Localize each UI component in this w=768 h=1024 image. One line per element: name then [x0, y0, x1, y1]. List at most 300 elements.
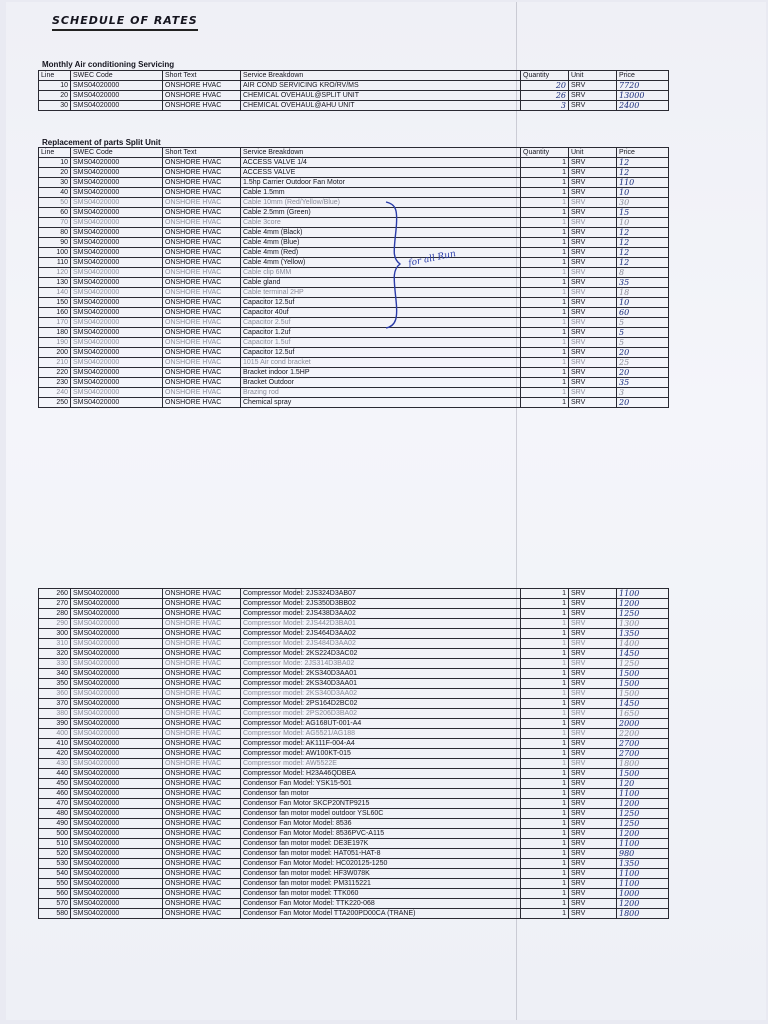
- description-cell: Compressor model: AW5522E: [241, 759, 521, 769]
- code-cell: SMS04020000: [71, 208, 163, 218]
- unit-cell: SRV: [569, 168, 617, 178]
- line-cell: 40: [39, 188, 71, 198]
- description-cell: Capacitor 12.5uf: [241, 298, 521, 308]
- price-cell: 10: [617, 188, 669, 198]
- table-row: [39, 238, 669, 248]
- quantity-cell: 26: [521, 91, 569, 101]
- line-cell: 240: [39, 388, 71, 398]
- price-cell: 1100: [617, 589, 669, 599]
- price-cell: 1250: [617, 609, 669, 619]
- line-cell: 280: [39, 609, 71, 619]
- quantity-cell: 1: [521, 398, 569, 408]
- code-cell: SMS04020000: [71, 629, 163, 639]
- column-header: Line: [39, 71, 71, 81]
- price-cell: 12: [617, 228, 669, 238]
- code-cell: SMS04020000: [71, 899, 163, 909]
- unit-cell: SRV: [569, 599, 617, 609]
- description-cell: Cable 4mm (Yellow): [241, 258, 521, 268]
- unit-cell: SRV: [569, 759, 617, 769]
- unit-cell: SRV: [569, 829, 617, 839]
- price-cell: 1450: [617, 699, 669, 709]
- description-cell: Capacitor 40uf: [241, 308, 521, 318]
- code-cell: SMS04020000: [71, 168, 163, 178]
- line-cell: 160: [39, 308, 71, 318]
- short-text-cell: ONSHORE HVAC: [163, 879, 241, 889]
- price-cell: 12: [617, 158, 669, 168]
- line-cell: 450: [39, 779, 71, 789]
- unit-cell: SRV: [569, 699, 617, 709]
- code-cell: SMS04020000: [71, 879, 163, 889]
- table-row: [39, 188, 669, 198]
- table-row: [39, 268, 669, 278]
- code-cell: SMS04020000: [71, 709, 163, 719]
- table-row: [39, 288, 669, 298]
- line-cell: 250: [39, 398, 71, 408]
- unit-cell: SRV: [569, 619, 617, 629]
- description-cell: Compressor Model: H23A46QDBEA: [241, 769, 521, 779]
- unit-cell: SRV: [569, 318, 617, 328]
- quantity-cell: 1: [521, 158, 569, 168]
- table-row: [39, 879, 669, 889]
- description-cell: Compressor Model: 2KS224D3AC02: [241, 649, 521, 659]
- quantity-cell: 1: [521, 689, 569, 699]
- code-cell: SMS04020000: [71, 101, 163, 111]
- short-text-cell: ONSHORE HVAC: [163, 81, 241, 91]
- table-row: [39, 589, 669, 599]
- unit-cell: SRV: [569, 288, 617, 298]
- line-cell: 10: [39, 158, 71, 168]
- short-text-cell: ONSHORE HVAC: [163, 639, 241, 649]
- description-cell: Condensor fan motor: [241, 789, 521, 799]
- quantity-cell: 1: [521, 288, 569, 298]
- table-row: [39, 789, 669, 799]
- code-cell: SMS04020000: [71, 268, 163, 278]
- short-text-cell: ONSHORE HVAC: [163, 358, 241, 368]
- description-cell: Condensor Fan Model: YSK15-501: [241, 779, 521, 789]
- line-cell: 220: [39, 368, 71, 378]
- column-header: Price: [617, 71, 669, 81]
- price-cell: 1300: [617, 619, 669, 629]
- unit-cell: SRV: [569, 218, 617, 228]
- table-row: [39, 91, 669, 101]
- quantity-cell: 1: [521, 799, 569, 809]
- unit-cell: SRV: [569, 298, 617, 308]
- unit-cell: SRV: [569, 388, 617, 398]
- price-cell: 2700: [617, 749, 669, 759]
- table-row: [39, 168, 669, 178]
- line-cell: 540: [39, 869, 71, 879]
- unit-cell: SRV: [569, 639, 617, 649]
- unit-cell: SRV: [569, 348, 617, 358]
- code-cell: SMS04020000: [71, 589, 163, 599]
- price-cell: 15: [617, 208, 669, 218]
- unit-cell: SRV: [569, 91, 617, 101]
- code-cell: SMS04020000: [71, 669, 163, 679]
- short-text-cell: ONSHORE HVAC: [163, 298, 241, 308]
- short-text-cell: ONSHORE HVAC: [163, 649, 241, 659]
- column-header: Line: [39, 148, 71, 158]
- unit-cell: SRV: [569, 779, 617, 789]
- quantity-cell: 1: [521, 769, 569, 779]
- quantity-cell: 1: [521, 258, 569, 268]
- line-cell: 350: [39, 679, 71, 689]
- code-cell: SMS04020000: [71, 308, 163, 318]
- code-cell: SMS04020000: [71, 368, 163, 378]
- table-row: [39, 358, 669, 368]
- quantity-cell: 1: [521, 388, 569, 398]
- quantity-cell: 1: [521, 599, 569, 609]
- description-cell: Chemical spray: [241, 398, 521, 408]
- price-cell: 1400: [617, 639, 669, 649]
- unit-cell: SRV: [569, 328, 617, 338]
- table-row: [39, 889, 669, 899]
- line-cell: 120: [39, 268, 71, 278]
- line-cell: 210: [39, 358, 71, 368]
- unit-cell: SRV: [569, 278, 617, 288]
- unit-cell: SRV: [569, 589, 617, 599]
- description-cell: Cable 3core: [241, 218, 521, 228]
- price-cell: 1800: [617, 759, 669, 769]
- description-cell: Capacitor 1.2uf: [241, 328, 521, 338]
- short-text-cell: ONSHORE HVAC: [163, 398, 241, 408]
- code-cell: SMS04020000: [71, 769, 163, 779]
- short-text-cell: ONSHORE HVAC: [163, 619, 241, 629]
- short-text-cell: ONSHORE HVAC: [163, 248, 241, 258]
- table-row: [39, 909, 669, 919]
- short-text-cell: ONSHORE HVAC: [163, 849, 241, 859]
- table-row: [39, 81, 669, 91]
- line-cell: 310: [39, 639, 71, 649]
- line-cell: 110: [39, 258, 71, 268]
- quantity-cell: 1: [521, 649, 569, 659]
- price-cell: 30: [617, 198, 669, 208]
- section-title-replacement: Replacement of parts Split Unit: [42, 138, 161, 147]
- price-cell: 1450: [617, 649, 669, 659]
- quantity-cell: 1: [521, 899, 569, 909]
- quantity-cell: 3: [521, 101, 569, 111]
- table-row: [39, 669, 669, 679]
- description-cell: Condensor Fan Motor Model: TTK220-068: [241, 899, 521, 909]
- line-cell: 460: [39, 789, 71, 799]
- table-row: [39, 208, 669, 218]
- description-cell: Cable clip 6MM: [241, 268, 521, 278]
- price-cell: 1650: [617, 709, 669, 719]
- description-cell: Compressor Model: 2PS164D2BC02: [241, 699, 521, 709]
- code-cell: SMS04020000: [71, 599, 163, 609]
- line-cell: 550: [39, 879, 71, 889]
- unit-cell: SRV: [569, 398, 617, 408]
- short-text-cell: ONSHORE HVAC: [163, 268, 241, 278]
- unit-cell: SRV: [569, 679, 617, 689]
- quantity-cell: 1: [521, 839, 569, 849]
- price-cell: 3: [617, 388, 669, 398]
- line-cell: 170: [39, 318, 71, 328]
- description-cell: Cable terminal 2HP: [241, 288, 521, 298]
- column-header: Unit: [569, 148, 617, 158]
- price-cell: 12: [617, 168, 669, 178]
- short-text-cell: ONSHORE HVAC: [163, 779, 241, 789]
- table-row: [39, 218, 669, 228]
- line-cell: 60: [39, 208, 71, 218]
- table-row: [39, 308, 669, 318]
- quantity-cell: 1: [521, 318, 569, 328]
- short-text-cell: ONSHORE HVAC: [163, 168, 241, 178]
- table-row: [39, 619, 669, 629]
- description-cell: Capacitor 12.5uf: [241, 348, 521, 358]
- quantity-cell: 1: [521, 729, 569, 739]
- code-cell: SMS04020000: [71, 298, 163, 308]
- description-cell: Condensor Fan Motor Model: HC020125-1250: [241, 859, 521, 869]
- short-text-cell: ONSHORE HVAC: [163, 669, 241, 679]
- quantity-cell: 1: [521, 789, 569, 799]
- short-text-cell: ONSHORE HVAC: [163, 789, 241, 799]
- code-cell: SMS04020000: [71, 398, 163, 408]
- table-row: [39, 659, 669, 669]
- description-cell: Cable 1.5mm: [241, 188, 521, 198]
- short-text-cell: ONSHORE HVAC: [163, 328, 241, 338]
- quantity-cell: 1: [521, 819, 569, 829]
- line-cell: 180: [39, 328, 71, 338]
- short-text-cell: ONSHORE HVAC: [163, 819, 241, 829]
- description-cell: Cable 4mm (Black): [241, 228, 521, 238]
- quantity-cell: 20: [521, 81, 569, 91]
- description-cell: Compressor Model: 2JS350D3BB02: [241, 599, 521, 609]
- quantity-cell: 1: [521, 659, 569, 669]
- code-cell: SMS04020000: [71, 889, 163, 899]
- price-cell: 1250: [617, 809, 669, 819]
- price-cell: 2400: [617, 101, 669, 111]
- price-cell: 2700: [617, 739, 669, 749]
- line-cell: 340: [39, 669, 71, 679]
- unit-cell: SRV: [569, 769, 617, 779]
- short-text-cell: ONSHORE HVAC: [163, 719, 241, 729]
- unit-cell: SRV: [569, 879, 617, 889]
- short-text-cell: ONSHORE HVAC: [163, 689, 241, 699]
- price-cell: 18: [617, 288, 669, 298]
- table-row: [39, 709, 669, 719]
- unit-cell: SRV: [569, 889, 617, 899]
- code-cell: SMS04020000: [71, 278, 163, 288]
- short-text-cell: ONSHORE HVAC: [163, 739, 241, 749]
- price-cell: 1250: [617, 659, 669, 669]
- code-cell: SMS04020000: [71, 328, 163, 338]
- line-cell: 370: [39, 699, 71, 709]
- code-cell: SMS04020000: [71, 749, 163, 759]
- line-cell: 380: [39, 709, 71, 719]
- price-cell: 12: [617, 238, 669, 248]
- line-cell: 390: [39, 719, 71, 729]
- quantity-cell: 1: [521, 378, 569, 388]
- table-row: [39, 629, 669, 639]
- code-cell: SMS04020000: [71, 218, 163, 228]
- quantity-cell: 1: [521, 348, 569, 358]
- quantity-cell: 1: [521, 168, 569, 178]
- column-header: Service Breakdown: [241, 148, 521, 158]
- unit-cell: SRV: [569, 859, 617, 869]
- unit-cell: SRV: [569, 81, 617, 91]
- table-row: [39, 849, 669, 859]
- description-cell: Compressor Model: AG5521/AG188: [241, 729, 521, 739]
- code-cell: SMS04020000: [71, 338, 163, 348]
- description-cell: Capacitor 2.5uf: [241, 318, 521, 328]
- quantity-cell: 1: [521, 208, 569, 218]
- unit-cell: SRV: [569, 338, 617, 348]
- description-cell: Compressor Model: 2JS442D3BA01: [241, 619, 521, 629]
- quantity-cell: 1: [521, 809, 569, 819]
- description-cell: Condensor Fan Motor Model: 8536: [241, 819, 521, 829]
- description-cell: Cable 4mm (Red): [241, 248, 521, 258]
- quantity-cell: 1: [521, 749, 569, 759]
- unit-cell: SRV: [569, 178, 617, 188]
- line-cell: 300: [39, 629, 71, 639]
- table-row: [39, 338, 669, 348]
- quantity-cell: 1: [521, 889, 569, 899]
- code-cell: SMS04020000: [71, 739, 163, 749]
- price-cell: 13000: [617, 91, 669, 101]
- unit-cell: SRV: [569, 659, 617, 669]
- quantity-cell: 1: [521, 228, 569, 238]
- quantity-cell: 1: [521, 188, 569, 198]
- table-row: [39, 899, 669, 909]
- table-row: [39, 368, 669, 378]
- code-cell: SMS04020000: [71, 809, 163, 819]
- short-text-cell: ONSHORE HVAC: [163, 228, 241, 238]
- price-cell: 1200: [617, 799, 669, 809]
- table-row: [39, 689, 669, 699]
- code-cell: SMS04020000: [71, 619, 163, 629]
- short-text-cell: ONSHORE HVAC: [163, 318, 241, 328]
- price-cell: 1250: [617, 819, 669, 829]
- table-row: [39, 759, 669, 769]
- table-row: [39, 739, 669, 749]
- short-text-cell: ONSHORE HVAC: [163, 308, 241, 318]
- description-cell: Brazing rod: [241, 388, 521, 398]
- quantity-cell: 1: [521, 699, 569, 709]
- quantity-cell: 1: [521, 719, 569, 729]
- line-cell: 360: [39, 689, 71, 699]
- short-text-cell: ONSHORE HVAC: [163, 208, 241, 218]
- unit-cell: SRV: [569, 368, 617, 378]
- quantity-cell: 1: [521, 308, 569, 318]
- table-row: [39, 298, 669, 308]
- unit-cell: SRV: [569, 378, 617, 388]
- unit-cell: SRV: [569, 899, 617, 909]
- quantity-cell: 1: [521, 679, 569, 689]
- short-text-cell: ONSHORE HVAC: [163, 288, 241, 298]
- quantity-cell: 1: [521, 619, 569, 629]
- description-cell: Condensor fan motor model: HF3W078K: [241, 869, 521, 879]
- unit-cell: SRV: [569, 228, 617, 238]
- code-cell: SMS04020000: [71, 699, 163, 709]
- price-cell: 1100: [617, 839, 669, 849]
- table-row: [39, 729, 669, 739]
- code-cell: SMS04020000: [71, 318, 163, 328]
- table-row: [39, 101, 669, 111]
- price-cell: 2200: [617, 729, 669, 739]
- price-cell: 1100: [617, 789, 669, 799]
- table-row: [39, 378, 669, 388]
- code-cell: SMS04020000: [71, 198, 163, 208]
- unit-cell: SRV: [569, 669, 617, 679]
- price-cell: 1350: [617, 859, 669, 869]
- description-cell: Bracket Outdoor: [241, 378, 521, 388]
- code-cell: SMS04020000: [71, 679, 163, 689]
- short-text-cell: ONSHORE HVAC: [163, 699, 241, 709]
- unit-cell: SRV: [569, 188, 617, 198]
- line-cell: 470: [39, 799, 71, 809]
- short-text-cell: ONSHORE HVAC: [163, 158, 241, 168]
- column-header: Price: [617, 148, 669, 158]
- compressor-table: [38, 588, 669, 919]
- short-text-cell: ONSHORE HVAC: [163, 198, 241, 208]
- code-cell: SMS04020000: [71, 158, 163, 168]
- quantity-cell: 1: [521, 358, 569, 368]
- short-text-cell: ONSHORE HVAC: [163, 829, 241, 839]
- short-text-cell: ONSHORE HVAC: [163, 91, 241, 101]
- quantity-cell: 1: [521, 178, 569, 188]
- short-text-cell: ONSHORE HVAC: [163, 729, 241, 739]
- code-cell: SMS04020000: [71, 288, 163, 298]
- header-row: [39, 71, 669, 81]
- short-text-cell: ONSHORE HVAC: [163, 609, 241, 619]
- unit-cell: SRV: [569, 809, 617, 819]
- section-title-servicing: Monthly Air conditioning Servicing: [42, 60, 175, 69]
- code-cell: SMS04020000: [71, 729, 163, 739]
- code-cell: SMS04020000: [71, 719, 163, 729]
- description-cell: Bracket indoor 1.5HP: [241, 368, 521, 378]
- unit-cell: SRV: [569, 909, 617, 919]
- line-cell: 80: [39, 228, 71, 238]
- line-cell: 580: [39, 909, 71, 919]
- price-cell: 1100: [617, 869, 669, 879]
- description-cell: Compressor Model: 2KS340D3AA01: [241, 669, 521, 679]
- short-text-cell: ONSHORE HVAC: [163, 899, 241, 909]
- short-text-cell: ONSHORE HVAC: [163, 759, 241, 769]
- description-cell: Compressor Model: 2JS464D3AA02: [241, 629, 521, 639]
- description-cell: Compressor Model: 2JS484D3AA02: [241, 639, 521, 649]
- short-text-cell: ONSHORE HVAC: [163, 258, 241, 268]
- quantity-cell: 1: [521, 298, 569, 308]
- price-cell: 5: [617, 318, 669, 328]
- line-cell: 260: [39, 589, 71, 599]
- short-text-cell: ONSHORE HVAC: [163, 101, 241, 111]
- quantity-cell: 1: [521, 338, 569, 348]
- quantity-cell: 1: [521, 779, 569, 789]
- code-cell: SMS04020000: [71, 81, 163, 91]
- unit-cell: SRV: [569, 839, 617, 849]
- line-cell: 270: [39, 599, 71, 609]
- replacement-table: [38, 147, 669, 408]
- price-cell: 5: [617, 328, 669, 338]
- unit-cell: SRV: [569, 869, 617, 879]
- price-cell: 1800: [617, 909, 669, 919]
- code-cell: SMS04020000: [71, 839, 163, 849]
- table-row: [39, 318, 669, 328]
- table-row: [39, 198, 669, 208]
- unit-cell: SRV: [569, 719, 617, 729]
- description-cell: 1.5hp Carrier Outdoor Fan Motor: [241, 178, 521, 188]
- short-text-cell: ONSHORE HVAC: [163, 799, 241, 809]
- unit-cell: SRV: [569, 799, 617, 809]
- code-cell: SMS04020000: [71, 188, 163, 198]
- table-row: [39, 348, 669, 358]
- quantity-cell: 1: [521, 639, 569, 649]
- unit-cell: SRV: [569, 248, 617, 258]
- line-cell: 440: [39, 769, 71, 779]
- table-row: [39, 749, 669, 759]
- short-text-cell: ONSHORE HVAC: [163, 589, 241, 599]
- price-cell: 980: [617, 849, 669, 859]
